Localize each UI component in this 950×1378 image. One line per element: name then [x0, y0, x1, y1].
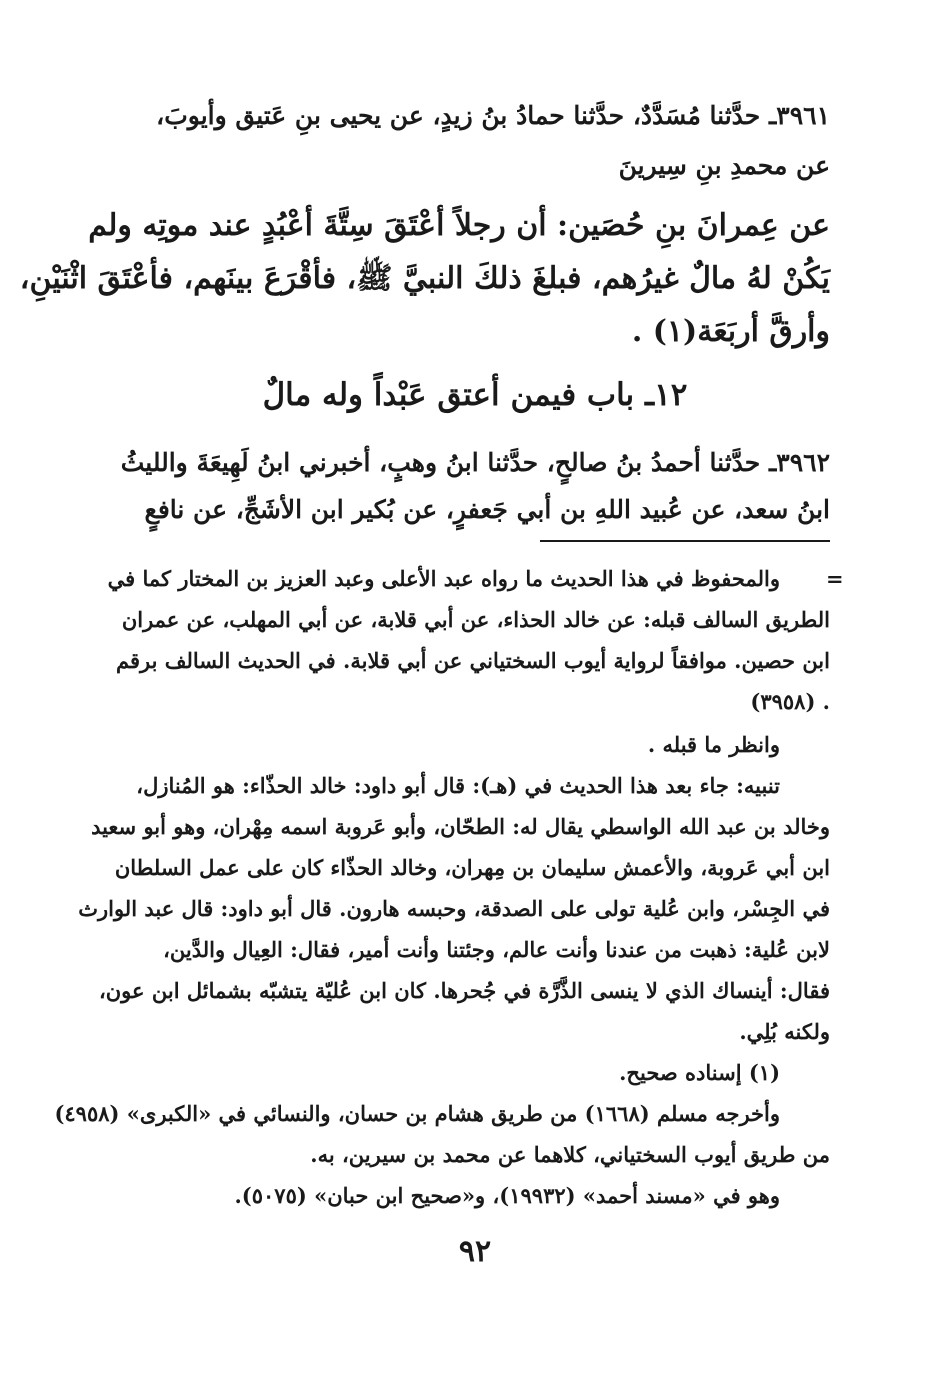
footnote-1-line-2: من طريق أيوب السختياني، كلاهما عن محمد بن سيرين، به.: [310, 1142, 830, 1167]
tanbih-line-3: ابن أبي عَروبة، والأعمش سليمان بن مِهران، وخالد الحذّاء كان على عمل السلطان: [114, 855, 830, 880]
footnote-continuation-line-4: (٣٩٥٨) .: [750, 689, 830, 714]
hadith-3961-isnad-line-2: عن محمدِ بنِ سِيرينَ: [618, 151, 830, 180]
footnote-continuation-line-2: الطريق السالف قبله: عن خالد الحذاء، عن أبي قلابة، عن أبي المهلب، عن عمران: [121, 607, 830, 632]
tanbih-line-2: وخالد بن عبد الله الواسطي يقال له: الطحّان، وأبو عَروبة اسمه مِهْران، وهو أبو سعيد: [91, 814, 830, 839]
page-number: ٩٢: [458, 1234, 492, 1269]
chapter-heading: ١٢ـ باب فيمن أعتق عَبْداً وله مالٌ: [262, 377, 688, 413]
footnote-continuation-line-1: والمحفوظ في هذا الحديث ما رواه عبد الأعلى وعبد العزيز بن المختار كما في: [107, 566, 780, 591]
footnote-continuation-mark: =: [826, 566, 844, 591]
footnote-1-line-3: وهو في «مسند أحمد» (١٩٩٣٢)، و«صحيح ابن حبان» (٥٠٧٥).: [234, 1183, 780, 1208]
footnote-separator: [540, 540, 830, 542]
hadith-3962-isnad-line-2: ابنُ سعد، عن عُبيد اللهِ بن أبي جَعفرٍ، عن بُكير ابن الأشَجِّ، عن نافعٍ: [144, 495, 830, 524]
tanbih-line-1: تنبيه: جاء بعد هذا الحديث في (هـ): قال أبو داود: خالد الحذّاء: هو المُنازل،: [136, 773, 780, 798]
hadith-3962-isnad-line-1: ٣٩٦٢ـ حدَّثنا أحمدُ بنُ صالحٍ، حدَّثنا ابنُ وهبٍ، أخبرني ابنُ لَهِيعَةَ والليثُ: [120, 448, 830, 477]
hadith-3961-isnad-line-1: ٣٩٦١ـ حدَّثنا مُسَدَّدٌ، حدَّثنا حمادُ بنُ زيدٍ، عن يحيى بنِ عَتيق وأيوبَ،: [156, 101, 830, 130]
hadith-3961-matn-line-1: عن عِمرانَ بنِ حُصَين: أن رجلاً أعْتَقَ سِتَّةَ أعْبُدٍ عند موتِه ولم: [88, 208, 830, 243]
hadith-3961-matn-line-3: وأرقَّ أربَعَة(١) .: [631, 314, 830, 349]
tanbih-line-5: لابن عُلية: ذهبت من عندنا وأنت عالم، وجئتنا وأنت أمير، فقال: العِيال والدَّين،: [163, 937, 830, 962]
footnote-1-head: (١) إسناده صحيح.: [619, 1060, 780, 1085]
footnote-1-line-1: وأخرجه مسلم (١٦٦٨) من طريق هشام بن حسان، والنسائي في «الكبرى» (٤٩٥٨): [54, 1101, 780, 1126]
hadith-3961-matn-line-2: يَكُنْ لهُ مالٌ غيرُهم، فبلغَ ذلكَ النبيَّ ﷺ، فأقْرَعَ بينَهم، فأعْتَقَ اثْنَيْنِ،: [19, 261, 830, 296]
footnote-continuation-line-3: ابن حصين. موافقاً لرواية أيوب السختياني عن أبي قلابة. في الحديث السالف برقم: [116, 648, 830, 673]
tanbih-line-6: فقال: أينساك الذي لا ينسى الذَّرَّة في جُحرها. كان ابن عُليّة يتشبّه بشمائل ابن عون،: [98, 978, 830, 1003]
tanbih-line-7: ولكنه بُلِي.: [739, 1019, 830, 1044]
tanbih-line-4: في الجِسْر، وابن عُلية تولى على الصدقة، وحبسه هارون. قال أبو داود: قال عبد الوارث: [78, 896, 830, 921]
footnote-see-before: وانظر ما قبله .: [647, 732, 780, 757]
